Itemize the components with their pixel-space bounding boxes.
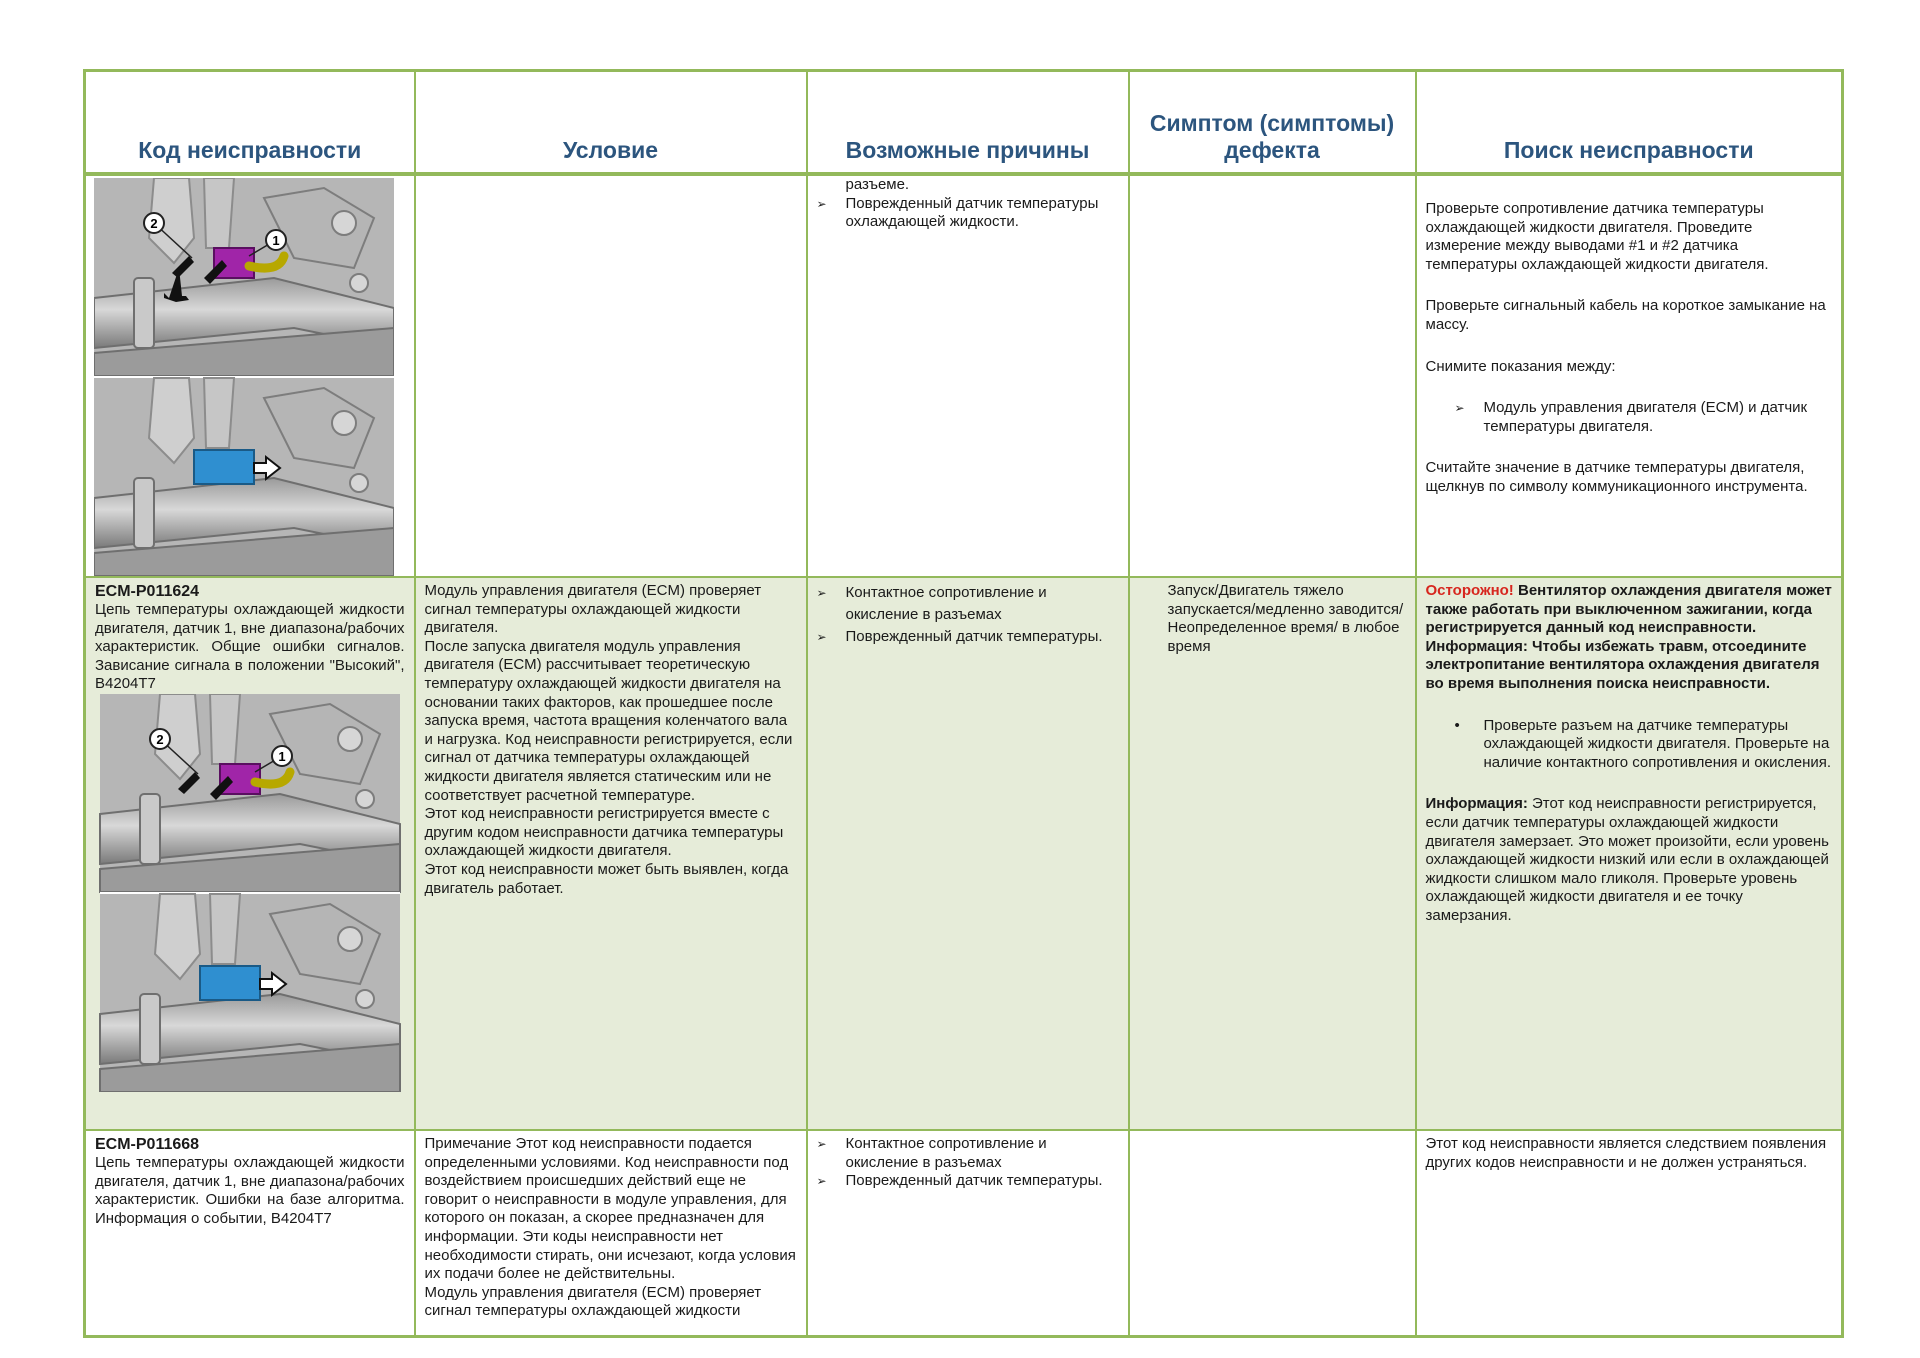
svg-text:2: 2 bbox=[156, 731, 164, 747]
cause-continuation: разъеме. bbox=[845, 176, 910, 193]
causes-cell bbox=[807, 1130, 1129, 1337]
dtc-table bbox=[83, 69, 1844, 1338]
table-row bbox=[85, 1130, 1843, 1337]
causes-cell bbox=[807, 577, 1129, 1130]
causes-cell bbox=[807, 174, 1129, 577]
search-step: Снимите показания между: bbox=[1425, 357, 1616, 375]
condition-cell bbox=[415, 1130, 807, 1337]
list-item: ➢ Поврежденный датчик температуры охлаждающей жидкости. bbox=[817, 195, 1119, 232]
symptom-cell bbox=[1129, 174, 1416, 577]
info-text: Информация: Чтобы избежать травм, отсоедините электропитание вентилятора охлаждения двигателя во время выполнения поиска неисправности. bbox=[1425, 637, 1820, 692]
symptom-text: Запуск/Двигатель тяжело запускается/медленно заводится/Неопределенное время/ в любое время bbox=[1167, 582, 1404, 655]
table-row bbox=[85, 577, 1843, 1130]
condition-cell bbox=[415, 174, 807, 577]
header-condition: Условие bbox=[415, 71, 807, 175]
list-item: ➢ Модуль управления двигателя (ECM) и датчик температуры двигателя. bbox=[1484, 399, 1833, 436]
condition-text: Модуль управления двигателя (ECM) проверяет сигнал температуры охлаждающей жидкости двигателя. После запуска двигателя модуль управления двигателя (ECM) рассчитывает теоретическую температуру охлаждающей жидкости двигателя на основании таких факторов, как прошедшее после запуска время, частота вращения коленчатого вала и нагрузка. Код неисправности регистрируется, если сигнал от датчика температуры охлаждающей жидкости двигателя является статическим или не соответствует расчетной температуре. Этот код неисправности регистрируется вместе с другим кодом неисправности датчика температуры охлаждающей жидкости двигателя. Этот код неисправности может быть выявлен, когда двигатель работает. bbox=[424, 582, 793, 897]
warning-label: Осторожно! bbox=[1425, 582, 1514, 599]
troubleshooting-cell bbox=[1416, 174, 1843, 577]
header-causes: Возможные причины bbox=[807, 71, 1129, 175]
condition-cell bbox=[415, 577, 807, 1130]
search-step: Проверьте сигнальный кабель на короткое замыкание на массу. bbox=[1425, 297, 1826, 333]
svg-text:1: 1 bbox=[272, 233, 280, 248]
table-row bbox=[85, 174, 1843, 577]
sensor-location-figure bbox=[95, 694, 405, 1092]
code-cell bbox=[85, 1130, 415, 1337]
troubleshooting-cell bbox=[1416, 577, 1843, 1130]
list-item: ➢ Поврежденный датчик температуры. bbox=[817, 626, 1119, 648]
list-item: ➢ Контактное сопротивление и окисление в разъемах bbox=[817, 582, 1119, 626]
header-troubleshooting: Поиск неисправности bbox=[1416, 71, 1843, 175]
dtc-description: Цепь температуры охлаждающей жидкости двигателя, датчик 1, вне диапазона/рабочих характеристик. Общие ошибки сигналов. Зависание сигнала в положении "Высокий", B4204T7 bbox=[95, 601, 405, 693]
dtc-description: Цепь температуры охлаждающей жидкости двигателя, датчик 1, вне диапазона/рабочих характеристик. Ошибки на базе алгоритма. Информация о событии, B4204T7 bbox=[95, 1154, 405, 1227]
warning-text: Вентилятор охлаждения двигателя может также работать при выключенном зажигании, когда регистрируется данный код неисправности. bbox=[1425, 582, 1832, 637]
list-item: ➢ Контактное сопротивление и окисление в разъемах bbox=[817, 1135, 1119, 1172]
search-step: Проверьте сопротивление датчика температуры охлаждающей жидкости двигателя. Проведите измерение между выводами #1 и #2 датчика температуры охлаждающей жидкости двигателя. bbox=[1425, 200, 1769, 273]
code-cell bbox=[85, 174, 415, 577]
info-text: Этот код неисправности регистрируется, если датчик температуры охлаждающей жидкости двигателя замерзает. Это может произойти, если уровень охлаждающей жидкости низкий или если в охлаждающей жидкости слишком мало гликоля. Проверьте уровень охлаждающей жидкости двигателя и ее точку замерзания. bbox=[1425, 795, 1829, 924]
info-label: Информация: bbox=[1425, 795, 1528, 813]
code-cell bbox=[85, 577, 415, 1130]
condition-text: Примечание Этот код неисправности подается определенными условиями. Код неисправности под воздействием происшедших действий еще не говорит о неисправности в модуле управления, для которого он показан, а скорее предназначен для информации. Эти коды неисправности нет необходимости стирать, они исчезают, когда условия их подачи более не действительны. Модуль управления двигателя (ECM) проверяет сигнал температуры охлаждающей жидкости bbox=[424, 1135, 796, 1320]
symptom-cell bbox=[1129, 1130, 1416, 1337]
troubleshooting-cell bbox=[1416, 1130, 1843, 1337]
svg-text:1: 1 bbox=[278, 748, 286, 764]
search-step: Считайте значение в датчике температуры двигателя, щелкнув по символу коммуникационного инструмента. bbox=[1425, 459, 1808, 495]
symptom-cell bbox=[1129, 577, 1416, 1130]
header-row bbox=[85, 71, 1843, 175]
header-symptom: Симптом (симптомы) дефекта bbox=[1129, 71, 1416, 175]
search-step: Этот код неисправности является следствием появления других кодов неисправности и не должен устраняться. bbox=[1425, 1135, 1827, 1171]
list-item: • Проверьте разъем на датчике температуры охлаждающей жидкости двигателя. Проверьте на наличие контактного сопротивления и окисления. bbox=[1484, 717, 1833, 773]
header-code: Код неисправности bbox=[85, 71, 415, 175]
svg-text:2: 2 bbox=[150, 216, 158, 231]
dtc-code: ECM-P011624 bbox=[95, 583, 200, 600]
list-item: ➢ Поврежденный датчик температуры. bbox=[817, 1172, 1119, 1191]
dtc-code: ECM-P011668 bbox=[95, 1136, 200, 1153]
sensor-location-figure bbox=[94, 178, 394, 576]
